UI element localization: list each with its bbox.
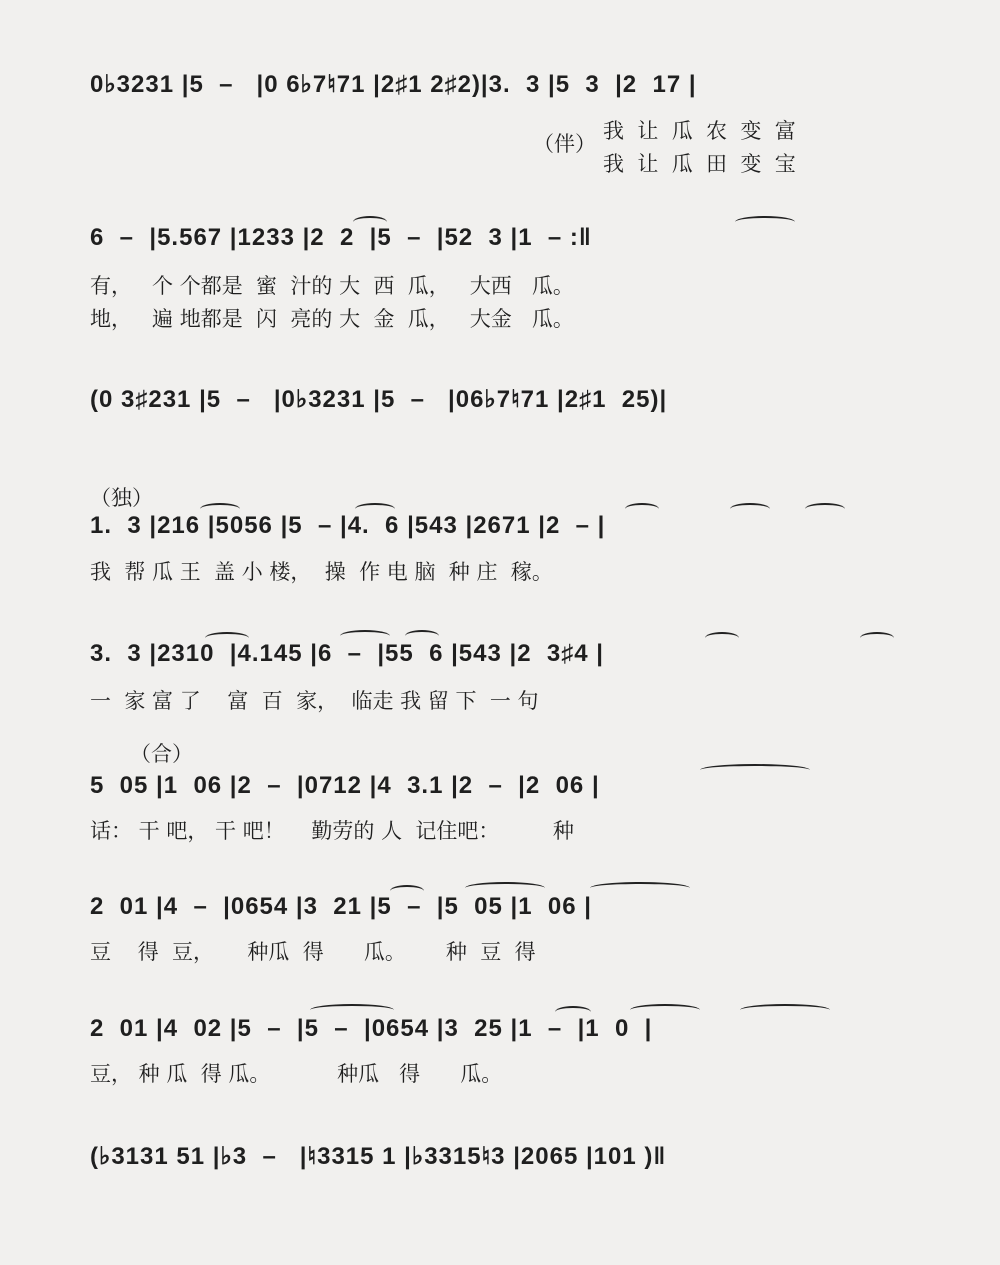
slur [735,216,795,228]
system-2-lyric-2: 地， 遍 地都是 闪 亮的 大 金 瓜， 大金 瓜。 [90,307,574,331]
slur [340,630,390,642]
system-5-notes: 3. 3 |2310 |4.145 |6 – |55 6 |543 |2 3♯4 | [90,640,604,667]
system-9-notes: (♭3131 51 |♭3 – |♮3315 1 |♭3315♮3 |2065 |101 )‖ [90,1143,667,1170]
system-1-label: （伴） [533,132,596,156]
system-4-lyric: 我 帮 瓜 王 盖 小 楼， 操 作 电 脑 种 庄 稼。 [90,560,553,584]
slur [860,632,894,644]
slur [465,882,545,894]
system-6-lyric: 话： 干 吧， 干 吧！ 勤劳的 人 记住吧： 种 [90,819,574,843]
system-7-notes: 2 01 |4 – |0654 |3 21 |5 – |5 05 |1 06 | [90,893,592,920]
slur [310,1004,394,1016]
slur [355,503,395,515]
system-6-notes: 5 05 |1 06 |2 – |0712 |4 3.1 |2 – |2 06 | [90,772,600,799]
system-1-notes: 0♭3231 |5 – |0 6♭7♮71 |2♯1 2♯2)|3. 3 |5 3 |2 17 | [90,71,697,98]
slur [740,1004,830,1016]
system-8-lyric: 豆， 种 瓜 得 瓜。 种瓜 得 瓜。 [90,1062,503,1086]
system-4-notes: 1. 3 |216 |5056 |5 – |4. 6 |543 |2671 |2 – | [90,512,606,539]
slur [630,1004,700,1016]
system-2-lyric-1: 有， 个 个都是 蜜 汁的 大 西 瓜， 大西 瓜。 [90,274,574,298]
system-6-label: （合） [130,742,193,766]
slur [590,882,690,894]
system-7-lyric: 豆 得 豆， 种瓜 得 瓜。 种 豆 得 [90,940,536,964]
system-2-notes: 6 – |5.567 |1233 |2 2 |5 – |52 3 |1 – :‖ [90,224,592,251]
system-5-lyric: 一 家 富 了 富 百 家， 临走 我 留 下 一 句 [90,689,539,713]
slur [200,503,240,515]
slur [205,632,249,644]
system-8-notes: 2 01 |4 02 |5 – |5 – |0654 |3 25 |1 – |1 0 | [90,1015,653,1042]
slur [730,503,770,515]
slur [353,216,387,228]
slur [805,503,845,515]
slur [555,1006,591,1018]
system-1-lyric-right-2: 我 让 瓜 田 变 宝 [603,152,796,176]
system-4-label: （独） [90,486,153,510]
slur [625,503,659,515]
system-1-lyric-right-1: 我 让 瓜 农 变 富 [603,119,796,143]
system-3-notes: (0 3♯231 |5 – |0♭3231 |5 – |06♭7♮71 |2♯1 25)| [90,386,668,413]
slur [700,764,810,776]
slur [405,630,439,642]
slur [390,885,424,897]
slur [705,632,739,644]
